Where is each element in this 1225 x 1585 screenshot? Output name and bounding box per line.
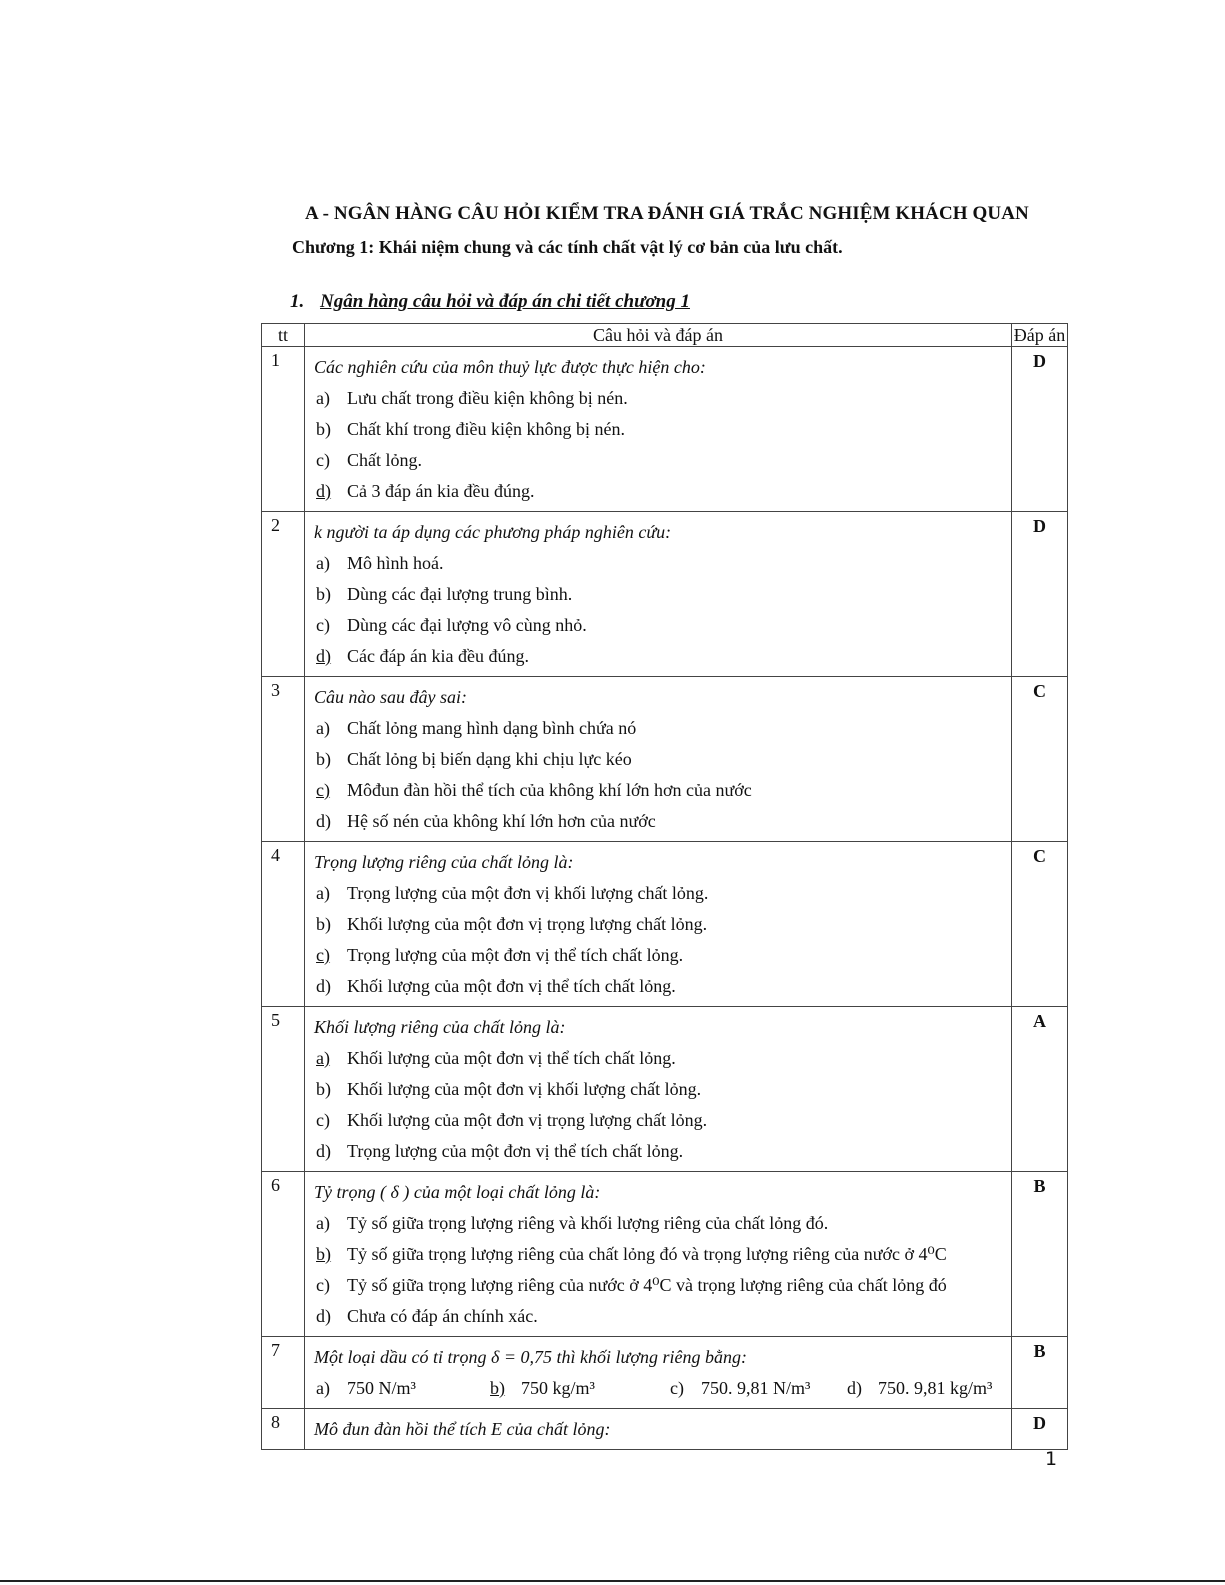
question-cell: [305, 1172, 1012, 1337]
option: [314, 878, 1011, 909]
option: [314, 909, 1011, 940]
row-number: 2: [262, 512, 305, 677]
row-number: 3: [262, 677, 305, 842]
option: [314, 775, 1011, 806]
row-number: 4: [262, 842, 305, 1007]
answer-cell: D: [1011, 347, 1067, 512]
question-text: Tỷ trọng ( δ ) của một loại chất lỏng là:: [314, 1182, 601, 1202]
option-text: Trọng lượng của một đơn vị thể tích chất lỏng.: [347, 945, 684, 965]
inline-options: [314, 1373, 1011, 1404]
table-row: [262, 677, 1068, 842]
option-label-correct: a): [316, 1048, 331, 1068]
answer-cell: C: [1011, 842, 1067, 1007]
option-label: b): [316, 749, 332, 769]
option-label: b): [316, 419, 332, 439]
question-cell: [305, 1409, 1012, 1450]
option-text: Chất lỏng.: [347, 450, 423, 470]
chapter-title: Chương 1: Khái niệm chung và các tính chất vật lý cơ bản của lưu chất.: [292, 237, 843, 257]
answer-cell: D: [1011, 512, 1067, 677]
section-title: Ngân hàng câu hỏi và đáp án chi tiết chương 1: [320, 291, 690, 312]
question-cell: [305, 512, 1012, 677]
option-text: Chất lỏng mang hình dạng bình chứa nó: [347, 718, 637, 738]
option-text: Trọng lượng của một đơn vị thể tích chất lỏng.: [347, 1141, 684, 1161]
option-text: Tỷ số giữa trọng lượng riêng của chất lỏng đó và trọng lượng riêng của nước ở 4⁰C: [347, 1244, 947, 1264]
question-text: Một loại dầu có tỉ trọng δ = 0,75 thì khối lượng riêng bằng:: [314, 1347, 747, 1367]
option-label: c): [316, 450, 331, 470]
row-number: 8: [262, 1409, 305, 1450]
question-text: Các nghiên cứu của môn thuỷ lực được thực hiện cho:: [314, 357, 706, 377]
table-row: [262, 1007, 1068, 1172]
option-text: 750 N/m³: [347, 1378, 416, 1398]
option: [314, 610, 1011, 641]
option-label-correct: d): [316, 646, 332, 666]
option-label-correct: b): [490, 1378, 506, 1398]
page-title: A - NGÂN HÀNG CÂU HỎI KIỂM TRA ĐÁNH GIÁ TRẮC NGHIỆM KHÁCH QUAN: [305, 203, 1029, 224]
option-label: d): [316, 976, 332, 996]
option-label: b): [316, 914, 332, 934]
option: [314, 971, 1011, 1002]
option: [314, 713, 1011, 744]
question-cell: [305, 1007, 1012, 1172]
option: [314, 806, 1011, 837]
option-text: Khối lượng của một đơn vị thể tích chất lỏng.: [347, 976, 676, 996]
option-label-correct: c): [316, 945, 331, 965]
section-number: 1.: [290, 291, 305, 312]
option-text: Tỷ số giữa trọng lượng riêng của nước ở 4⁰C và trọng lượng riêng của chất lỏng đó: [347, 1275, 947, 1295]
answer-cell: A: [1011, 1007, 1067, 1172]
question-table: [261, 323, 1068, 1450]
option: [314, 1239, 1011, 1270]
option-label-correct: d): [316, 481, 332, 501]
option-text: Khối lượng của một đơn vị trọng lượng chất lỏng.: [347, 1110, 708, 1130]
option: [845, 1373, 992, 1404]
option-label: b): [316, 1079, 332, 1099]
option-text: Trọng lượng của một đơn vị khối lượng chất lỏng.: [347, 883, 709, 903]
option: [314, 940, 1011, 971]
option-text: Các đáp án kia đều đúng.: [347, 646, 529, 666]
option-text: Chất lỏng bị biến dạng khi chịu lực kéo: [347, 749, 632, 769]
option-text: Dùng các đại lượng trung bình.: [347, 584, 573, 604]
header-answer: Đáp án: [1011, 324, 1067, 347]
option-label: d): [316, 1141, 332, 1161]
table-header-row: [262, 324, 1068, 347]
option: [314, 476, 1011, 507]
header-tt: tt: [262, 324, 305, 347]
option-label: c): [670, 1378, 685, 1398]
option: [668, 1373, 810, 1404]
option-text: 750. 9,81 kg/m³: [878, 1378, 993, 1398]
page-bottom-rule: [0, 1580, 1225, 1582]
option: [314, 1043, 1011, 1074]
question-cell: [305, 677, 1012, 842]
question-text: Khối lượng riêng của chất lỏng là:: [314, 1017, 566, 1037]
option-text: 750. 9,81 N/m³: [701, 1378, 811, 1398]
section-heading: [290, 291, 690, 313]
option-label-correct: c): [316, 780, 331, 800]
option-text: Khối lượng của một đơn vị trọng lượng chất lỏng.: [347, 914, 708, 934]
option: [314, 548, 1011, 579]
option-text: Cả 3 đáp án kia đều đúng.: [347, 481, 535, 501]
option: [314, 744, 1011, 775]
option: [314, 1270, 1011, 1301]
option: [314, 414, 1011, 445]
answer-cell: B: [1011, 1172, 1067, 1337]
option-label: a): [316, 1378, 331, 1398]
option: [314, 1373, 416, 1404]
option: [314, 383, 1011, 414]
option-text: Môđun đàn hồi thể tích của không khí lớn hơn của nước: [347, 780, 752, 800]
table-row: [262, 842, 1068, 1007]
option-text: Mô hình hoá.: [347, 553, 444, 573]
option-label: c): [316, 1110, 331, 1130]
question-text: Mô đun đàn hồi thể tích E của chất lỏng:: [314, 1419, 611, 1439]
option-label: a): [316, 718, 331, 738]
row-number: 1: [262, 347, 305, 512]
option-text: Hệ số nén của không khí lớn hơn của nước: [347, 811, 656, 831]
option-label: d): [316, 811, 332, 831]
table-row: [262, 1409, 1068, 1450]
page-number: 1: [1045, 1448, 1058, 1470]
option-text: Lưu chất trong điều kiện không bị nén.: [347, 388, 628, 408]
option-label: c): [316, 1275, 331, 1295]
answer-cell: C: [1011, 677, 1067, 842]
answer-cell: D: [1011, 1409, 1067, 1450]
header-question: Câu hỏi và đáp án: [305, 324, 1012, 347]
answer-cell: B: [1011, 1337, 1067, 1409]
option-label: a): [316, 388, 331, 408]
question-cell: [305, 347, 1012, 512]
option: [314, 1301, 1011, 1332]
option-label: d): [847, 1378, 863, 1398]
table-row: [262, 512, 1068, 677]
question-text: Trọng lượng riêng của chất lỏng là:: [314, 852, 574, 872]
row-number: 5: [262, 1007, 305, 1172]
option-label: a): [316, 883, 331, 903]
option: [314, 445, 1011, 476]
option: [488, 1373, 595, 1404]
question-cell: [305, 842, 1012, 1007]
question-cell: [305, 1337, 1012, 1409]
question-text: Câu nào sau đây sai:: [314, 687, 468, 707]
option-label: c): [316, 615, 331, 635]
option-text: Dùng các đại lượng vô cùng nhỏ.: [347, 615, 587, 635]
option-text: Chất khí trong điều kiện không bị nén.: [347, 419, 626, 439]
table-row: [262, 1172, 1068, 1337]
option: [314, 1136, 1011, 1167]
table-row: [262, 347, 1068, 512]
option-label-correct: b): [316, 1244, 332, 1264]
row-number: 7: [262, 1337, 305, 1409]
option: [314, 1105, 1011, 1136]
option: [314, 1074, 1011, 1105]
option: [314, 641, 1011, 672]
row-number: 6: [262, 1172, 305, 1337]
option-text: 750 kg/m³: [521, 1378, 595, 1398]
option-label: a): [316, 1213, 331, 1233]
option-text: Khối lượng của một đơn vị thể tích chất lỏng.: [347, 1048, 676, 1068]
option-label: d): [316, 1306, 332, 1326]
option-text: Khối lượng của một đơn vị khối lượng chất lỏng.: [347, 1079, 702, 1099]
option-text: Tỷ số giữa trọng lượng riêng và khối lượng riêng của chất lỏng đó.: [347, 1213, 829, 1233]
option-label: a): [316, 553, 331, 573]
option-text: Chưa có đáp án chính xác.: [347, 1306, 538, 1326]
option: [314, 579, 1011, 610]
table-row: [262, 1337, 1068, 1409]
question-text: k người ta áp dụng các phương pháp nghiên cứu:: [314, 522, 672, 542]
option: [314, 1208, 1011, 1239]
option-label: b): [316, 584, 332, 604]
